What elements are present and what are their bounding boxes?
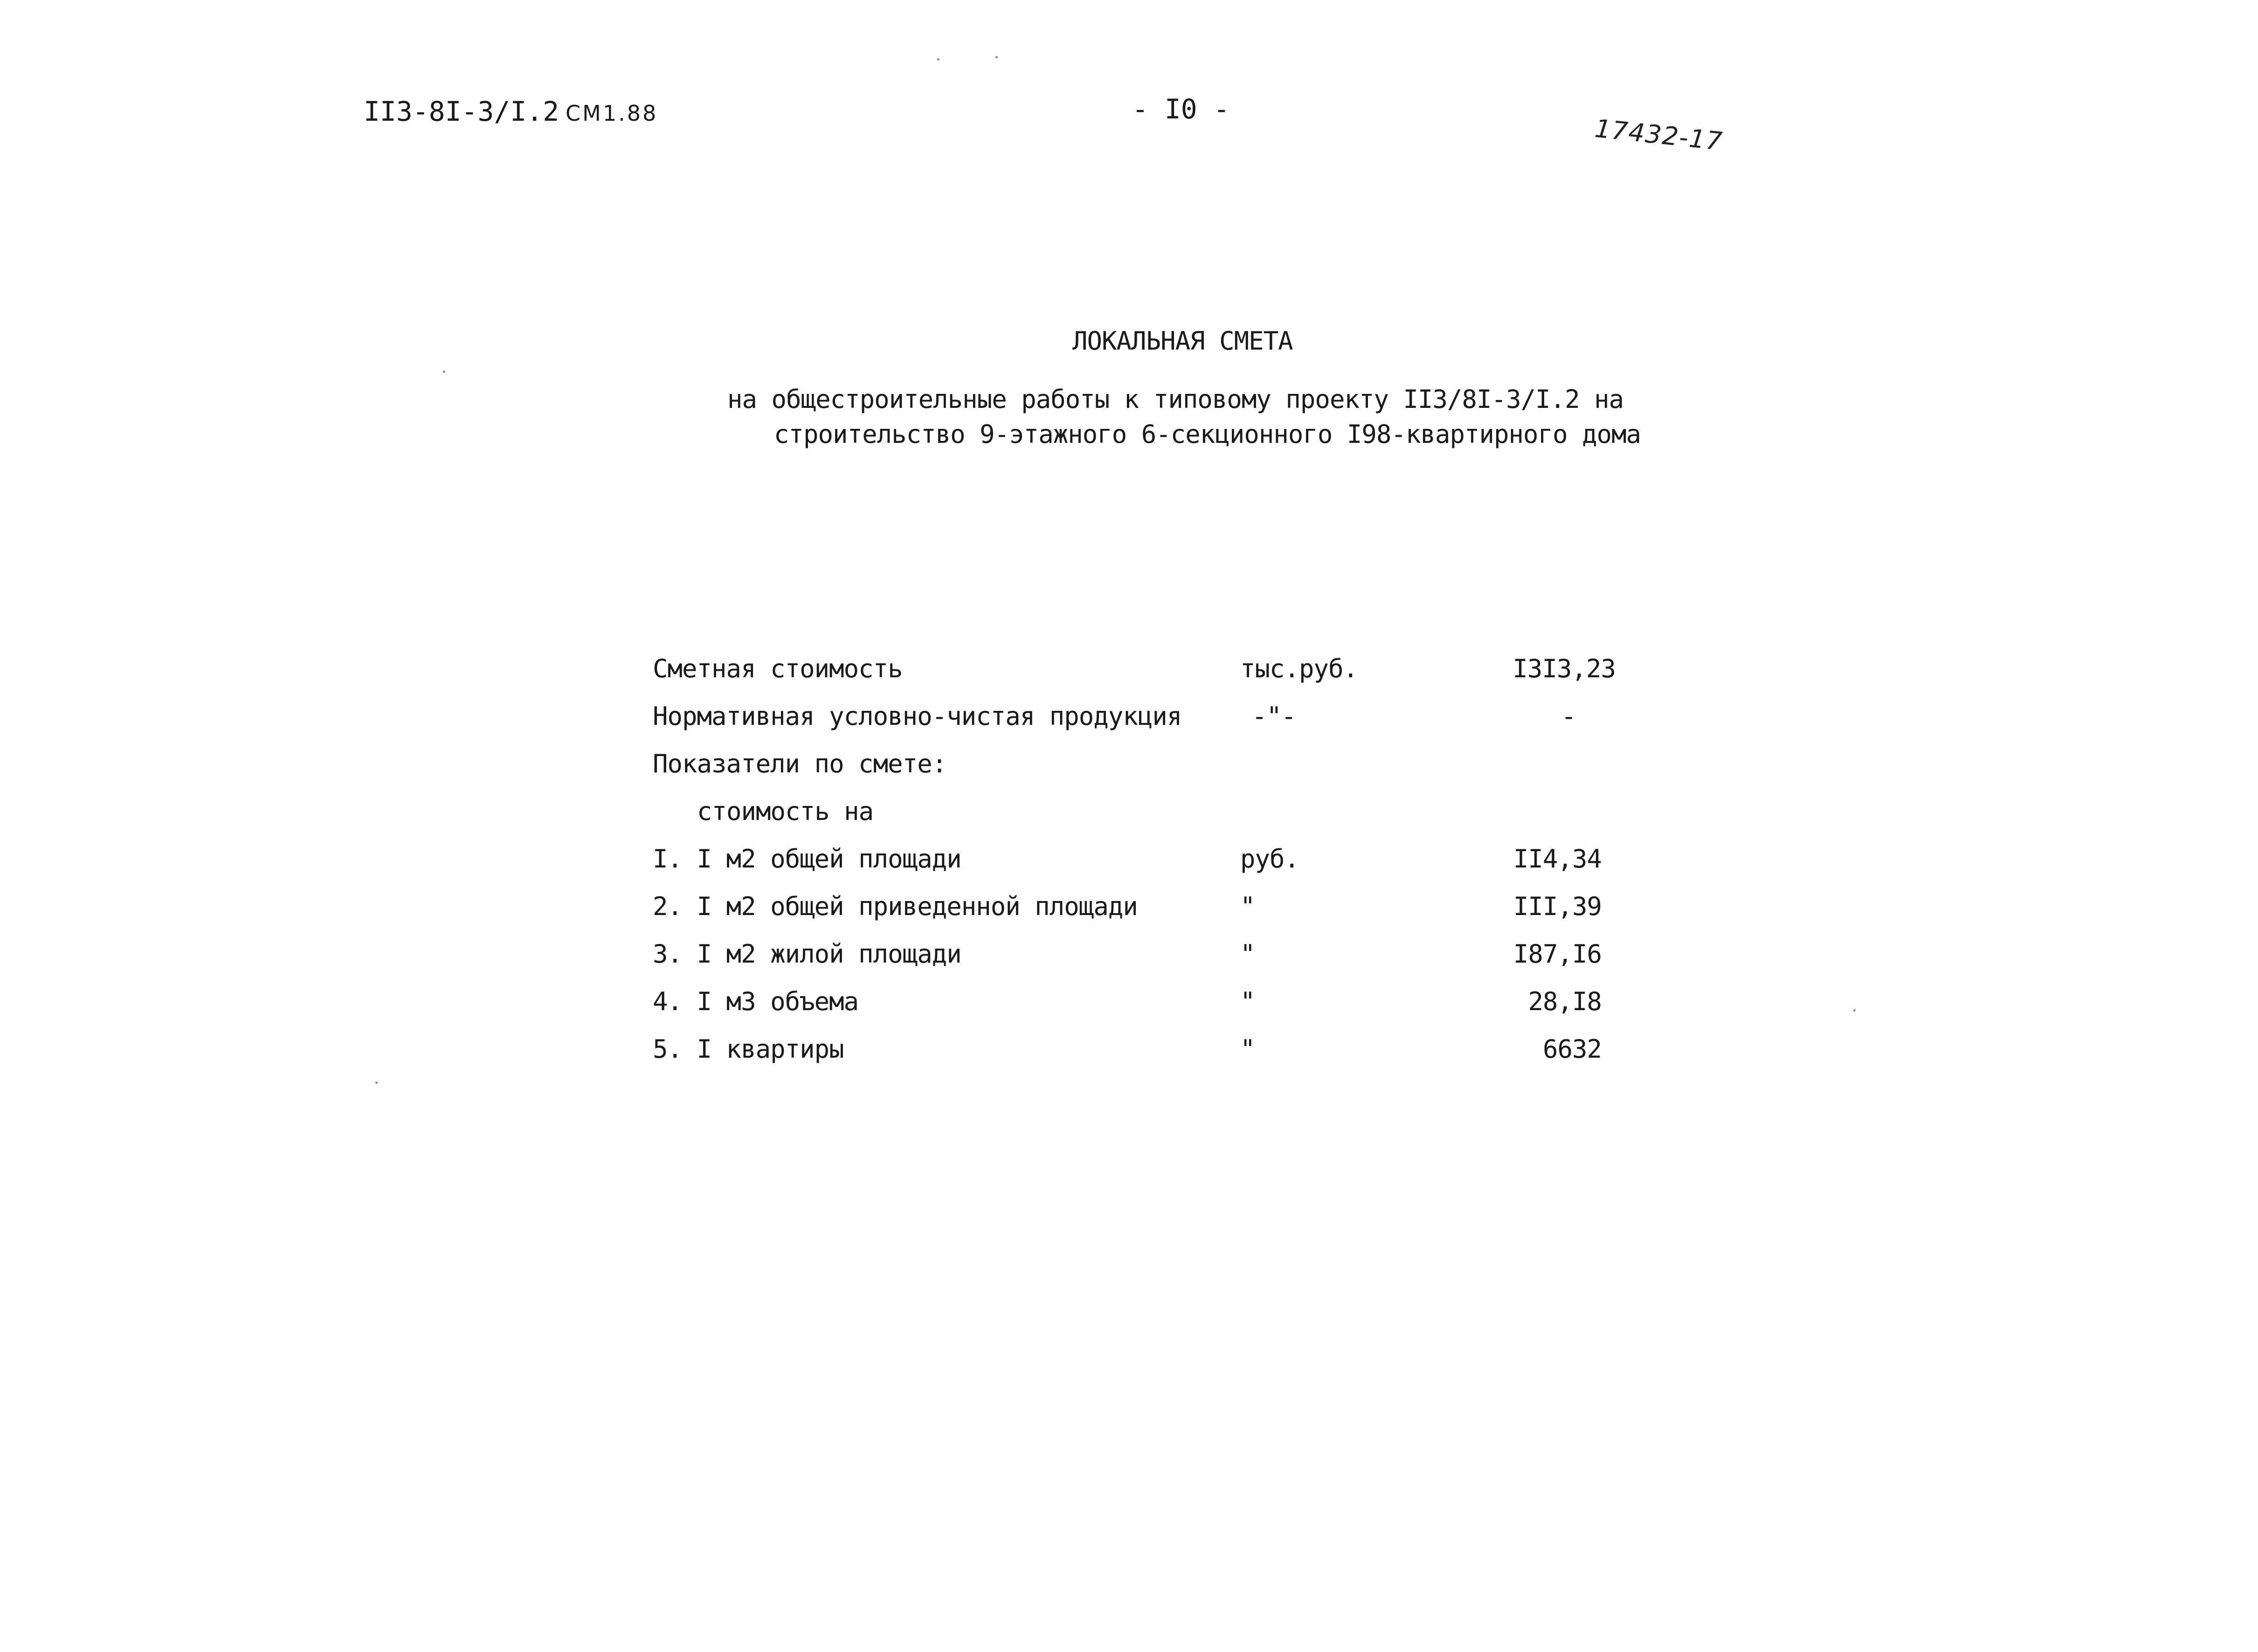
row-unit-volume: "	[1240, 987, 1255, 1016]
row-unit-estimated-cost: тыс.руб.	[1240, 654, 1358, 683]
row-value-estimated-cost: I3I3,23	[1512, 654, 1616, 683]
scan-speck	[1853, 1009, 1856, 1012]
document-code-main: II3-8I-3/I.2	[364, 96, 559, 127]
row-unit-total-area: руб.	[1240, 844, 1299, 874]
row-label-estimated-cost: Сметная стоимость	[653, 654, 903, 683]
row-label-cost-per: стоимость на	[697, 797, 874, 826]
row-value-apartment: 6632	[1542, 1034, 1602, 1064]
scan-speck	[937, 58, 939, 61]
scan-speck	[995, 56, 998, 58]
row-label-apartment: 5. I квартиры	[653, 1034, 844, 1064]
row-unit-living-area: "	[1240, 939, 1255, 969]
row-unit-apartment: "	[1240, 1034, 1255, 1064]
document-code	[364, 96, 658, 127]
handwritten-stamp-number: 17432-17	[1593, 113, 1725, 157]
scan-speck	[375, 1081, 378, 1084]
document-title: ЛОКАЛЬНАЯ СМЕТА	[1072, 326, 1293, 356]
row-label-net-production: Нормативная условно-чистая продукция	[653, 702, 1182, 731]
row-unit-reduced-area: "	[1240, 892, 1255, 921]
row-label-living-area: 3. I м2 жилой площади	[653, 939, 961, 969]
row-label-volume: 4. I м3 объема	[653, 987, 859, 1016]
row-label-total-area: I. I м2 общей площади	[653, 844, 961, 874]
row-value-net-production: -	[1561, 702, 1576, 731]
row-value-living-area: I87,I6	[1513, 939, 1602, 969]
document-code-suffix: СМ1.88	[566, 101, 658, 126]
document-subtitle-line-1: на общестроительные работы к типовому проекту II3/8I-3/I.2 на	[727, 385, 1624, 414]
row-label-indicators: Показатели по смете:	[653, 749, 947, 778]
row-value-volume: 28,I8	[1528, 987, 1602, 1016]
scan-speck	[443, 371, 445, 373]
row-value-total-area: II4,34	[1513, 844, 1602, 874]
row-value-reduced-area: III,39	[1513, 892, 1602, 921]
page-number: - I0 -	[1132, 93, 1230, 125]
document-subtitle-line-2: строительство 9-этажного 6-секционного I98-квартирного дома	[774, 420, 1641, 449]
row-unit-net-production: -"-	[1252, 702, 1296, 731]
row-label-reduced-area: 2. I м2 общей приведенной площади	[653, 892, 1138, 921]
